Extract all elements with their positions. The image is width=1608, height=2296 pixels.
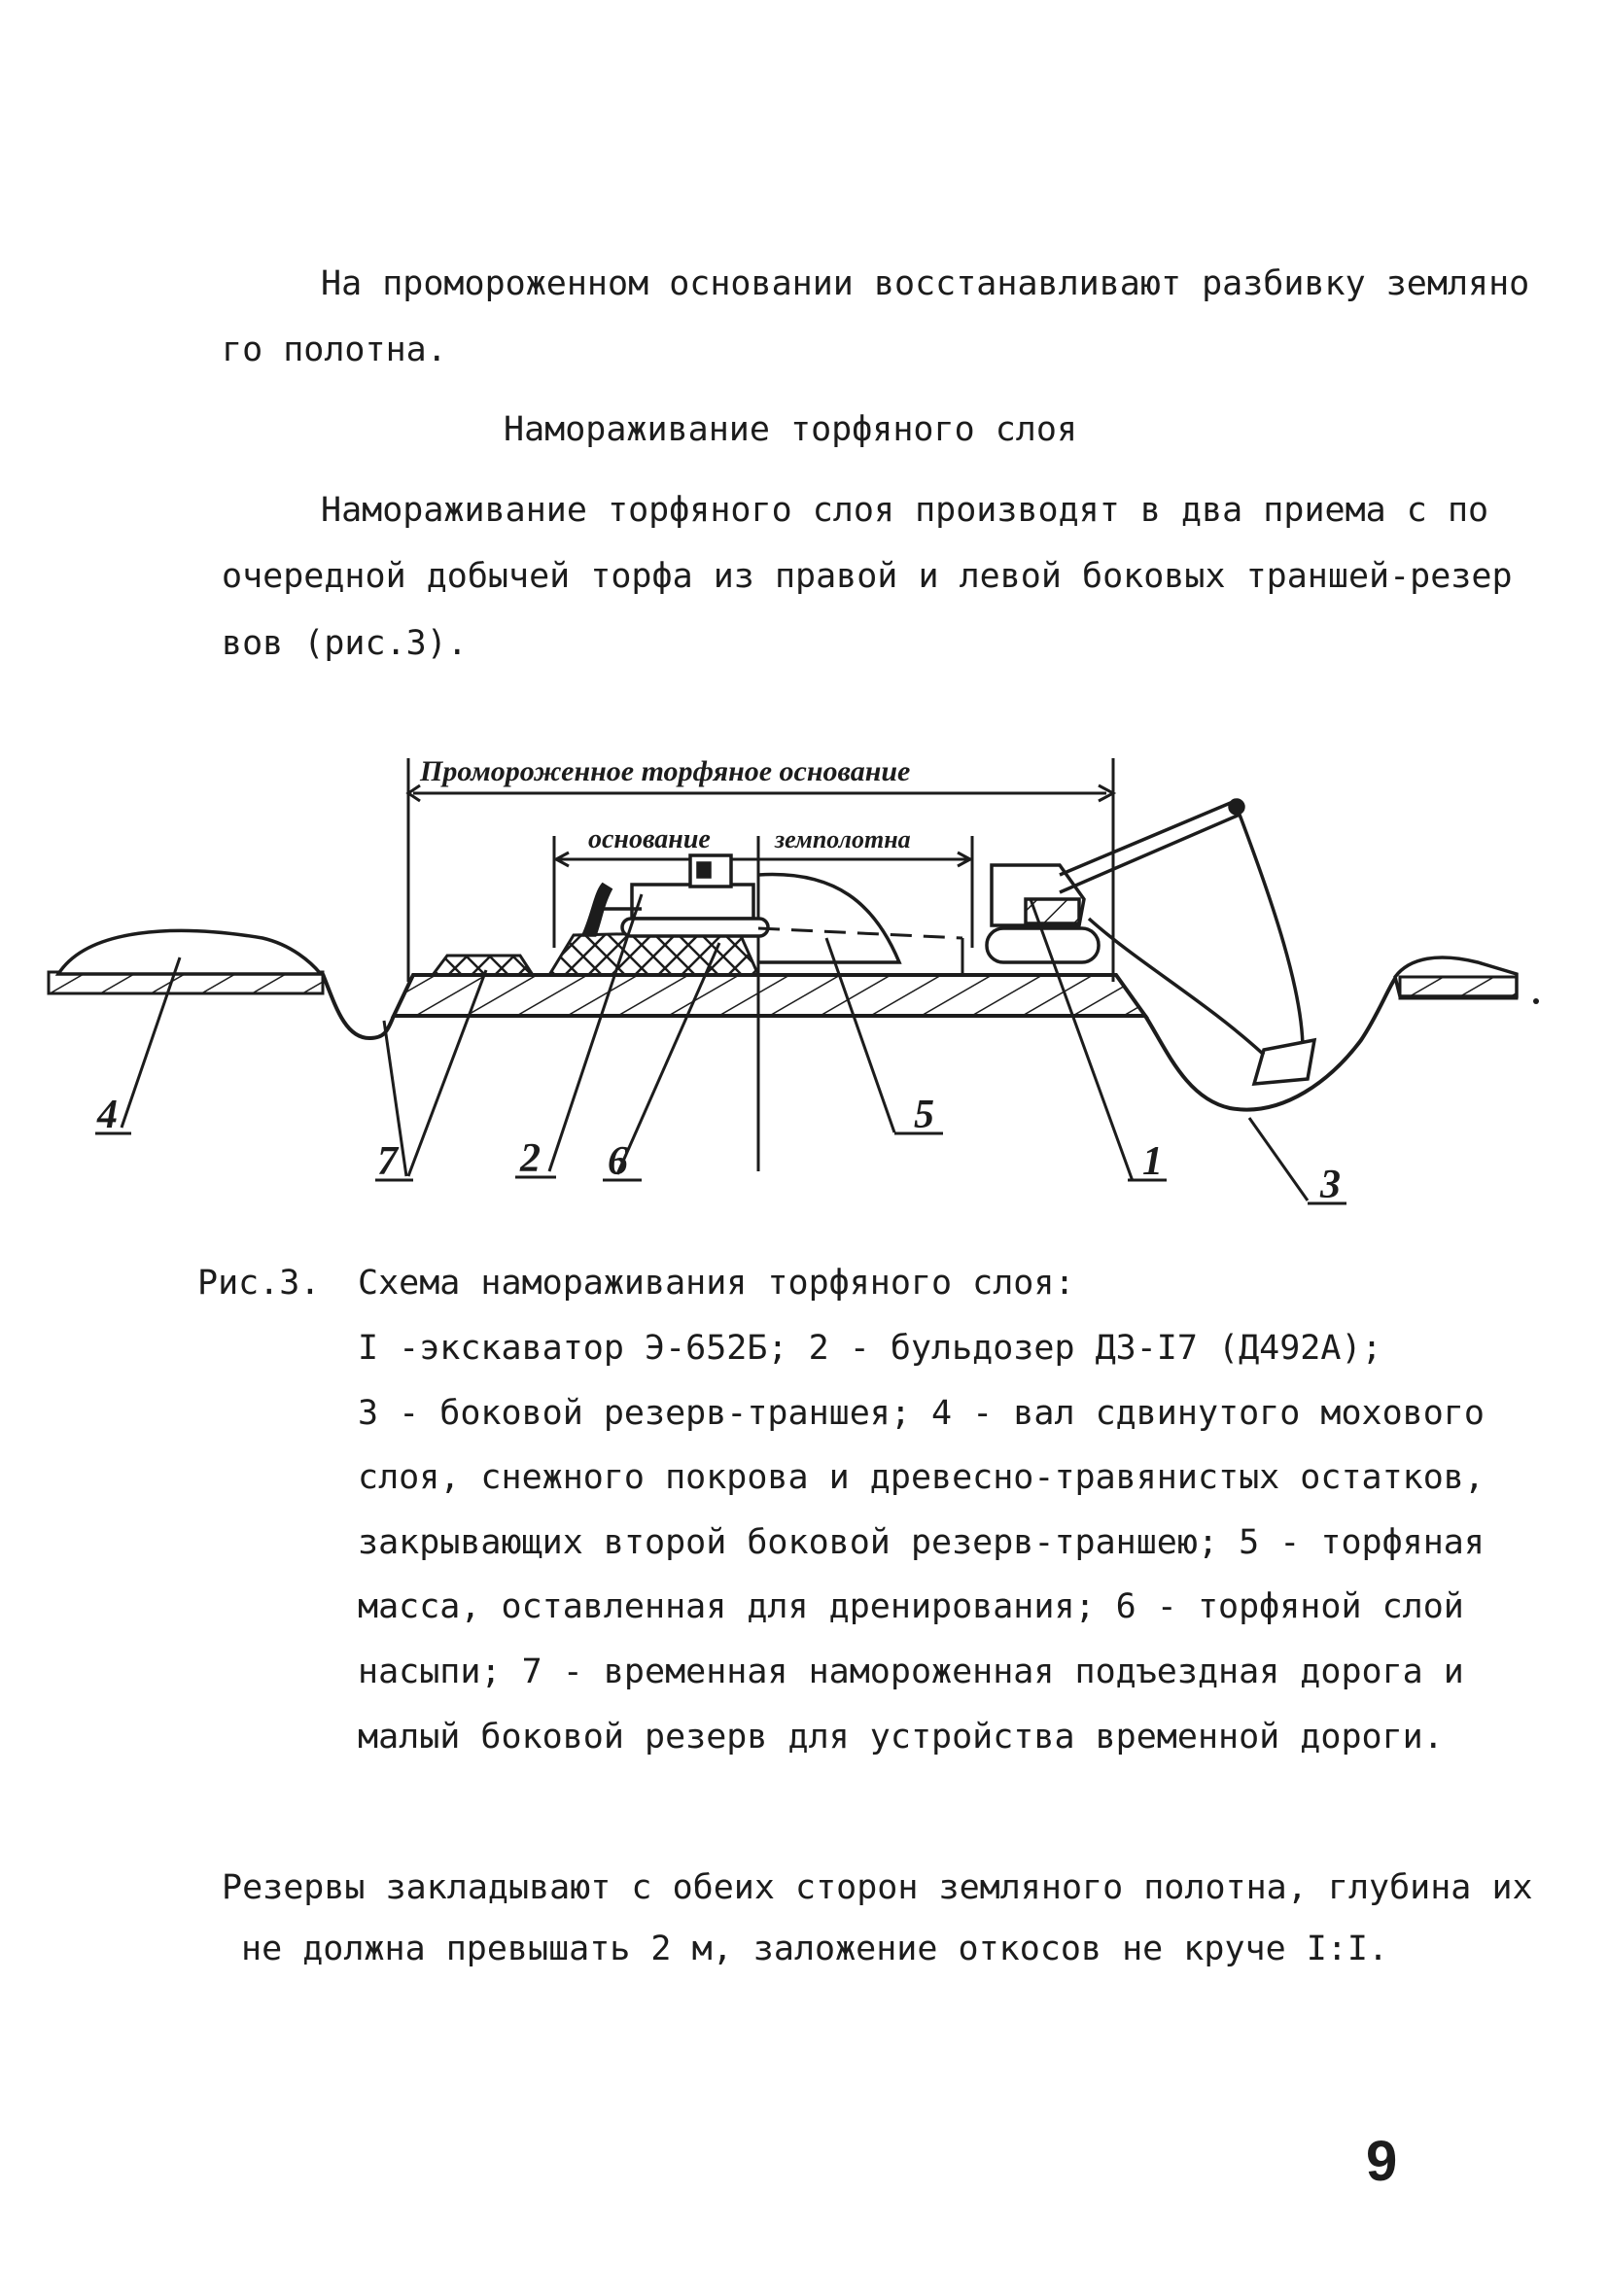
peat-freezing-diagram [0, 719, 1608, 1264]
figure-caption-prefix: Рис.3. [197, 1264, 321, 1303]
callout-6: 6 [608, 1139, 628, 1184]
page-number: 9 [1366, 2130, 1398, 2193]
callout-7: 7 [377, 1139, 398, 1184]
paragraph-3-line-2: не должна превышать 2 м, заложение откосов не круче I:I. [241, 1930, 1389, 1968]
caption-line: слоя, снежного покрова и древесно-травянистых остатков, [358, 1458, 1485, 1497]
callout-1: 1 [1142, 1139, 1163, 1184]
label-roadbed: земполотна [775, 825, 911, 853]
caption-line: насыпи; 7 - временная намороженная подъездная дорога и [358, 1652, 1464, 1691]
caption-line: I -экскаватор Э-652Б; 2 - бульдозер ДЗ-I7 (Д492А); [358, 1329, 1382, 1368]
excavator-icon [987, 800, 1314, 1084]
paragraph-1-line-1: На промороженном основании восстанавливают разбивку земляно [321, 264, 1530, 303]
figure-caption-title: Схема намораживания торфяного слоя: [358, 1264, 1075, 1303]
caption-line: закрывающих второй боковой резерв-траншею; 5 - торфяная [358, 1523, 1485, 1562]
paragraph-1-line-2: го полотна. [222, 330, 447, 369]
label-frozen-peat-base: Промороженное торфяное основание [420, 755, 911, 787]
callout-3: 3 [1320, 1163, 1341, 1207]
left-ground [49, 930, 394, 1038]
label-base: основание [588, 824, 711, 854]
callout-5: 5 [914, 1093, 934, 1137]
temporary-road [433, 956, 533, 975]
caption-line: малый боковой резерв для устройства временной дороги. [358, 1718, 1444, 1757]
bulldozer-icon [583, 855, 768, 936]
right-trench [1145, 957, 1539, 1110]
caption-line: масса, оставленная для дренирования; 6 - торфяной слой [358, 1587, 1464, 1626]
section-heading: Намораживание торфяного слоя [504, 410, 1078, 449]
paragraph-3-line-1: Резервы закладывают с обеих сторон земляного полотна, глубина их [222, 1868, 1533, 1907]
paragraph-2-line-3: вов (рис.3). [222, 624, 468, 663]
callout-4: 4 [97, 1093, 118, 1137]
paragraph-2-line-2: очередной добычей торфа из правой и левой боковых траншей-резер [222, 557, 1513, 596]
caption-line: 3 - боковой резерв-траншея; 4 - вал сдвинутого мохового [358, 1394, 1485, 1433]
callout-2: 2 [520, 1136, 541, 1181]
paragraph-2-line-1: Намораживание торфяного слоя производят в два приема с по [321, 491, 1489, 530]
frozen-base-layer [394, 975, 1145, 1016]
